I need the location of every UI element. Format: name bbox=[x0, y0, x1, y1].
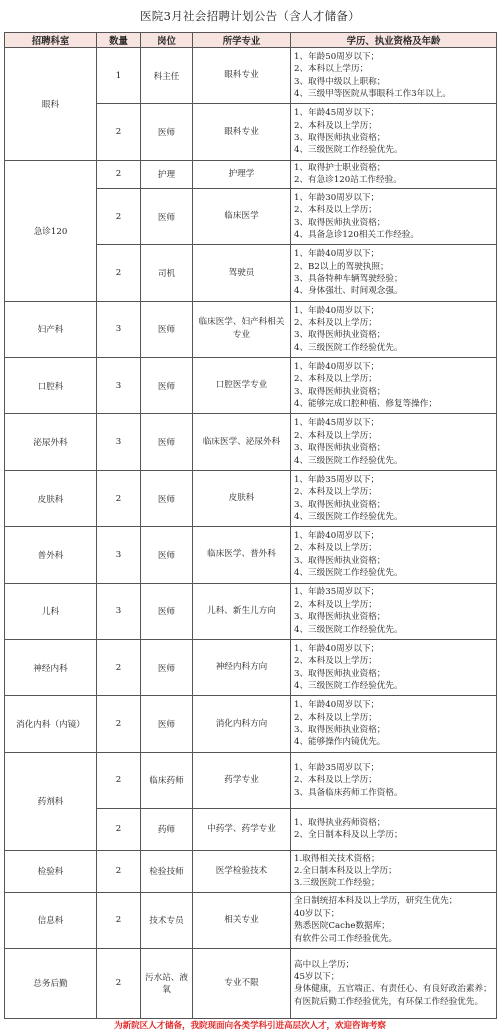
requirement-line: 4、三级医院工作经验优先。 bbox=[294, 624, 403, 635]
table-row bbox=[5, 527, 497, 583]
major-cell: 临床医学、妇产科相关专业 bbox=[193, 301, 291, 357]
department-cell: 总务后勤 bbox=[5, 948, 97, 1018]
count-cell: 2 bbox=[97, 948, 141, 1018]
table-row bbox=[5, 414, 497, 470]
header-department: 招聘科室 bbox=[5, 33, 97, 48]
table-row bbox=[5, 639, 497, 695]
requirement-line: 1、取得执业药师资格； bbox=[294, 818, 386, 829]
count-cell: 2 bbox=[97, 245, 141, 301]
major-cell: 中药学、药学专业 bbox=[193, 809, 291, 851]
requirement-line: 3、具备特种车辆驾驶经验； bbox=[294, 274, 403, 284]
major-cell: 临床医学、普外科 bbox=[193, 527, 291, 583]
requirement-line: 4、能够完成口腔种植、修复等操作； bbox=[294, 399, 437, 410]
post-cell: 科主任 bbox=[141, 48, 193, 104]
count-cell: 2 bbox=[97, 752, 141, 808]
requirement-line: 2、本科及以上学历； bbox=[294, 599, 377, 610]
requirement-line: 全日制统招本科及以上学历，研究生优先； bbox=[294, 896, 458, 907]
requirement-line: 1.取得相关技术资格； bbox=[294, 853, 380, 864]
header-count: 数量 bbox=[97, 33, 141, 48]
requirement-line: 2、本科及以上学历； bbox=[294, 120, 377, 131]
requirements-cell bbox=[291, 850, 497, 892]
page-title: 医院3月社会招聘计划公告（含人才储备） bbox=[139, 9, 360, 23]
requirement-line: 2、本科及以上学历； bbox=[294, 543, 377, 554]
requirements-cell bbox=[291, 245, 497, 301]
requirements-cell bbox=[291, 104, 497, 160]
requirements-cell bbox=[291, 583, 497, 639]
requirement-line: 1、年龄35周岁以下； bbox=[294, 762, 380, 773]
count-cell: 3 bbox=[97, 414, 141, 470]
post-cell: 技术专员 bbox=[141, 892, 193, 948]
table-row bbox=[5, 48, 497, 104]
major-cell: 专业不限 bbox=[193, 948, 291, 1018]
requirement-line: 2、本科及以上学历； bbox=[294, 775, 377, 786]
major-cell: 口腔医学专业 bbox=[193, 358, 291, 414]
requirement-line: 3、取得医师执业资格； bbox=[294, 555, 386, 566]
table-row bbox=[5, 892, 497, 948]
requirement-line: 有软件公司工作经验优先。 bbox=[294, 933, 398, 944]
major-cell: 眼科专业 bbox=[193, 104, 291, 160]
requirement-line: 4、三级医院工作经验优先。 bbox=[294, 455, 403, 466]
count-cell: 2 bbox=[97, 104, 141, 160]
table-row bbox=[5, 696, 497, 752]
major-cell: 临床医学、泌尿外科 bbox=[193, 414, 291, 470]
table-header-row bbox=[5, 33, 497, 48]
table-body bbox=[5, 48, 497, 1019]
count-cell: 1 bbox=[97, 48, 141, 104]
header-post: 岗位 bbox=[141, 33, 193, 48]
major-cell: 护理学 bbox=[193, 160, 291, 188]
requirement-line: 4、能够操作内镜优先。 bbox=[294, 737, 386, 748]
major-cell: 眼科专业 bbox=[193, 48, 291, 104]
post-cell: 医师 bbox=[141, 188, 193, 244]
requirements-cell bbox=[291, 358, 497, 414]
department-cell: 消化内科（内镜） bbox=[5, 696, 97, 752]
post-cell: 司机 bbox=[141, 245, 193, 301]
post-cell: 医师 bbox=[141, 639, 193, 695]
requirement-line: 1、年龄30周岁以下； bbox=[294, 192, 380, 203]
post-cell: 医师 bbox=[141, 696, 193, 752]
post-cell: 污水站、液氧 bbox=[141, 948, 193, 1018]
table-row bbox=[5, 752, 497, 808]
major-cell: 临床医学 bbox=[193, 188, 291, 244]
requirement-line: 3、取得医师执业资格； bbox=[294, 612, 386, 623]
requirement-line: 1、年龄40周岁以下； bbox=[294, 361, 380, 372]
major-cell: 药学专业 bbox=[193, 752, 291, 808]
major-cell: 驾驶员 bbox=[193, 245, 291, 301]
department-cell: 妇产科 bbox=[5, 301, 97, 357]
footer-notice: 为新院区人才储备，我院现面向各类学科引进高层次人才，欢迎咨询考察 bbox=[114, 1021, 386, 1031]
requirement-line: 4、三级医院工作经验优先。 bbox=[294, 342, 403, 353]
post-cell: 医师 bbox=[141, 301, 193, 357]
requirements-cell bbox=[291, 188, 497, 244]
department-cell: 信息科 bbox=[5, 892, 97, 948]
post-cell: 检验技师 bbox=[141, 850, 193, 892]
requirement-line: 4、具备急诊120相关工作经验。 bbox=[294, 230, 419, 241]
requirement-line: 3、取得医师执业资格； bbox=[294, 443, 386, 454]
major-cell: 神经内科方向 bbox=[193, 639, 291, 695]
department-cell: 神经内科 bbox=[5, 639, 97, 695]
table-row bbox=[5, 850, 497, 892]
count-cell: 3 bbox=[97, 358, 141, 414]
requirement-line: 2、本科及以上学历； bbox=[294, 205, 377, 216]
requirement-line: 1、年龄40周岁以下； bbox=[294, 249, 380, 260]
department-cell: 皮肤科 bbox=[5, 470, 97, 526]
requirements-cell bbox=[291, 809, 497, 851]
requirement-line: 4、三级甲等医院从事眼科工作3年以上。 bbox=[294, 89, 452, 100]
major-cell: 医学检验技术 bbox=[193, 850, 291, 892]
requirement-line: 2、本科及以上学历； bbox=[294, 656, 377, 667]
requirement-line: 高中以上学历； bbox=[294, 959, 355, 970]
count-cell: 2 bbox=[97, 160, 141, 188]
requirements-cell bbox=[291, 48, 497, 104]
requirement-line: 1、年龄40周岁以下； bbox=[294, 700, 380, 711]
requirement-line: 1、年龄35周岁以下； bbox=[294, 587, 380, 598]
requirement-line: 1、年龄45周岁以下； bbox=[294, 108, 380, 119]
count-cell: 3 bbox=[97, 527, 141, 583]
requirement-line: 1、年龄40周岁以下； bbox=[294, 305, 380, 316]
header-requirements: 学历、执业资格及年龄 bbox=[291, 33, 497, 48]
post-cell: 医师 bbox=[141, 470, 193, 526]
requirement-line: 身体健康，五官端正、有责任心、有良好政治素养； bbox=[294, 984, 492, 995]
requirement-line: 2、本科及以上学历； bbox=[294, 317, 377, 328]
header-major: 所学专业 bbox=[193, 33, 291, 48]
requirement-line: 熟悉医院Cache数据库； bbox=[294, 921, 390, 932]
requirements-cell bbox=[291, 639, 497, 695]
requirements-cell bbox=[291, 527, 497, 583]
requirement-line: 3、取得医师执业资格； bbox=[294, 668, 386, 679]
major-cell: 相关专业 bbox=[193, 892, 291, 948]
post-cell: 医师 bbox=[141, 358, 193, 414]
requirement-line: 4、身体强壮、时间观念强。 bbox=[294, 286, 403, 297]
count-cell: 2 bbox=[97, 850, 141, 892]
requirement-line: 3、取得医师执业资格； bbox=[294, 133, 386, 144]
requirement-line: 4、三级医院工作经验优先。 bbox=[294, 681, 403, 692]
table-row bbox=[5, 301, 497, 357]
table-row bbox=[5, 470, 497, 526]
post-cell: 医师 bbox=[141, 583, 193, 639]
requirement-line: 2、本科及以上学历； bbox=[294, 430, 377, 441]
requirement-line: 2、本科及以上学历； bbox=[294, 374, 377, 385]
requirements-cell bbox=[291, 892, 497, 948]
requirement-line: 3、具备临床药师工作资格。 bbox=[294, 787, 403, 798]
count-cell: 2 bbox=[97, 892, 141, 948]
post-cell: 药师 bbox=[141, 809, 193, 851]
count-cell: 2 bbox=[97, 639, 141, 695]
requirement-line: 3、取得医师执业资格； bbox=[294, 499, 386, 510]
requirement-line: 40岁以下； bbox=[294, 908, 340, 919]
department-cell: 眼科 bbox=[5, 48, 97, 161]
requirement-line: 2、全日制本科及以上学历； bbox=[294, 830, 403, 841]
count-cell: 2 bbox=[97, 470, 141, 526]
requirement-line: 45岁以下； bbox=[294, 972, 340, 983]
requirement-line: 2.全日制本科及以上学历； bbox=[294, 865, 397, 876]
requirement-line: 有医院后勤工作经验优先，有环保工作经验优先。 bbox=[294, 996, 484, 1007]
requirement-line: 4、三级医院工作经验优先。 bbox=[294, 511, 403, 522]
requirement-line: 2、有急诊120站工作经验。 bbox=[294, 175, 402, 186]
requirements-cell bbox=[291, 696, 497, 752]
count-cell: 2 bbox=[97, 696, 141, 752]
table-row bbox=[5, 358, 497, 414]
table-row bbox=[5, 948, 497, 1018]
requirement-line: 3、取得医师执业资格； bbox=[294, 330, 386, 341]
requirement-line: 1、取得护士职业资格； bbox=[294, 162, 386, 173]
requirements-cell bbox=[291, 752, 497, 808]
requirement-line: 2、本科以上学历； bbox=[294, 64, 369, 75]
requirement-line: 3.三级医院工作经验； bbox=[294, 878, 380, 889]
department-cell: 泌尿外科 bbox=[5, 414, 97, 470]
post-cell: 医师 bbox=[141, 527, 193, 583]
department-cell: 检验科 bbox=[5, 850, 97, 892]
count-cell: 3 bbox=[97, 583, 141, 639]
requirement-line: 1、年龄45周岁以下； bbox=[294, 418, 380, 429]
requirement-line: 3、取得中级以上职称； bbox=[294, 76, 386, 87]
post-cell: 临床药师 bbox=[141, 752, 193, 808]
post-cell: 护理 bbox=[141, 160, 193, 188]
requirement-line: 1、年龄40周岁以下； bbox=[294, 531, 380, 542]
requirements-cell bbox=[291, 470, 497, 526]
major-cell: 儿科、新生儿方向 bbox=[193, 583, 291, 639]
major-cell: 消化内科方向 bbox=[193, 696, 291, 752]
department-cell: 儿科 bbox=[5, 583, 97, 639]
requirements-cell bbox=[291, 948, 497, 1018]
requirements-cell bbox=[291, 414, 497, 470]
department-cell: 药剂科 bbox=[5, 752, 97, 850]
post-cell: 医师 bbox=[141, 414, 193, 470]
major-cell: 皮肤科 bbox=[193, 470, 291, 526]
count-cell: 2 bbox=[97, 809, 141, 851]
requirement-line: 2、本科及以上学历； bbox=[294, 487, 377, 498]
requirement-line: 1、年龄35周岁以下； bbox=[294, 474, 380, 485]
requirements-cell bbox=[291, 160, 497, 188]
requirement-line: 3、取得医师执业资格； bbox=[294, 217, 386, 228]
requirement-line: 2、本科及以上学历； bbox=[294, 712, 377, 723]
requirement-line: 1、年龄40周岁以下； bbox=[294, 643, 380, 654]
requirement-line: 4、三级医院工作经验优先。 bbox=[294, 568, 403, 579]
requirement-line: 1、年龄50周岁以下； bbox=[294, 51, 380, 62]
requirement-line: 3、取得医师执业资格； bbox=[294, 725, 386, 735]
requirement-line: 3、取得医师执业资格； bbox=[294, 386, 386, 397]
table-row bbox=[5, 160, 497, 188]
requirement-line: 2、B2以上的驾驶执照； bbox=[294, 261, 389, 272]
department-cell: 普外科 bbox=[5, 527, 97, 583]
table-row bbox=[5, 583, 497, 639]
requirements-cell bbox=[291, 301, 497, 357]
count-cell: 3 bbox=[97, 301, 141, 357]
department-cell: 口腔科 bbox=[5, 358, 97, 414]
requirement-line: 4、三级医院工作经验优先。 bbox=[294, 145, 403, 156]
post-cell: 医师 bbox=[141, 104, 193, 160]
count-cell: 2 bbox=[97, 188, 141, 244]
recruitment-table bbox=[4, 32, 497, 1019]
department-cell: 急诊120 bbox=[5, 160, 97, 301]
